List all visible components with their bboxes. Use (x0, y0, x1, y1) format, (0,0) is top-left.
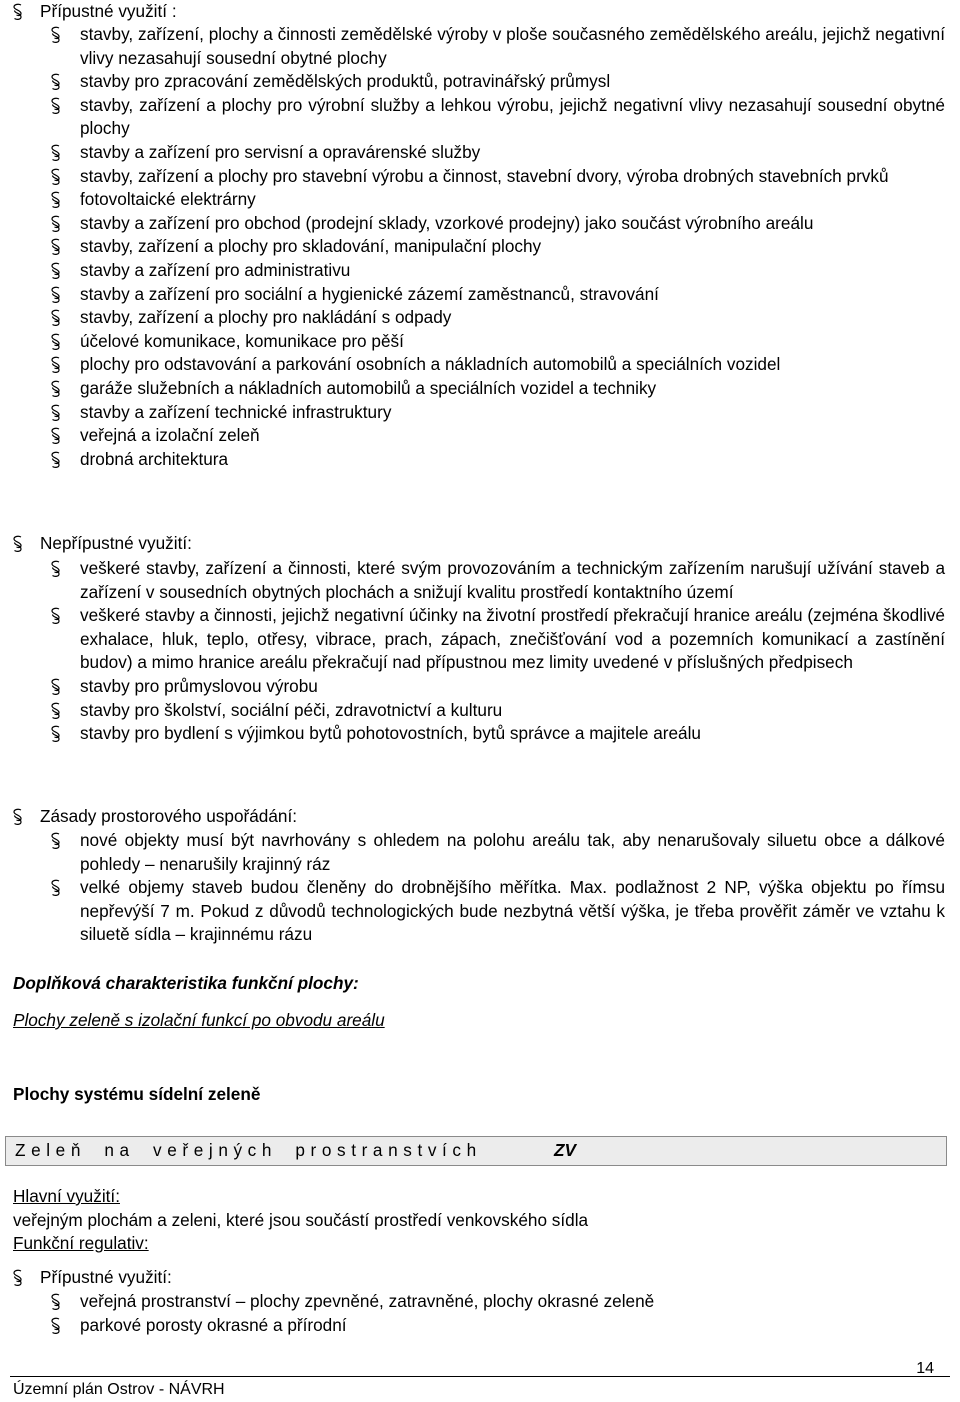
list-item (80, 283, 945, 307)
supplementary-text: Plochy zeleně s izolační funkcí po obvodu areálu (13, 1010, 385, 1030)
list-item-text: stavby, zařízení a plochy pro skladování, manipulační plochy (80, 236, 542, 257)
list-item (80, 23, 945, 70)
list-item-text: fotovoltaické elektrárny (80, 189, 256, 210)
bullet-icon (48, 702, 64, 720)
list-item-text: stavby, zařízení a plochy pro stavební výrobu a činnost, stavební dvory, výroba drobných stavebních prvků (80, 165, 889, 186)
bullet-icon (10, 535, 26, 553)
bullet-icon (48, 560, 64, 578)
list-item-text: stavby pro průmyslovou výrobu (80, 675, 318, 696)
list-item-text: nové objekty musí být navrhovány s ohledem na polohu areálu tak, aby nenarušovaly siluetu obce a dálkové pohledy – nenarušily krajinný ráz (80, 830, 945, 874)
footer-text: Územní plán Ostrov - NÁVRH (13, 1381, 225, 1398)
bullet-icon (48, 262, 64, 280)
zv-title: Zeleň na veřejných prostranstvích (15, 1140, 482, 1160)
bullet-icon (48, 1317, 64, 1335)
bullet-icon (48, 427, 64, 445)
list-item (80, 70, 945, 94)
bullet-icon (48, 97, 64, 115)
list-item-text: stavby pro bydlení s výjimkou bytů pohotovostních, bytů správce a majitele areálu (80, 723, 701, 744)
section-permitted-use (40, 0, 945, 24)
list-item-text: stavby pro školství, sociální péči, zdravotnictví a kulturu (80, 699, 503, 720)
list-item-text: účelové komunikace, komunikace pro pěší (80, 330, 404, 351)
page-number: 14 (916, 1360, 934, 1377)
list-item-text: veškeré stavby a činnosti, jejichž negativní účinky na životní prostředí překračují hranice areálu (zejména škodlivé exhalace, hluk, teplo, otřesy, vibrace, prach, zápach, znečišťování vod a pozemních komunikací a zastínění budov) a mimo hranice areálu překračují nad přípustnou mez limity uvedené v příslušných předpisech (80, 605, 945, 673)
list-item (80, 829, 945, 876)
bullet-icon (48, 879, 64, 897)
bullet-icon (48, 380, 64, 398)
list-item (80, 401, 945, 425)
list-item (80, 557, 945, 604)
footer-divider (10, 1376, 950, 1377)
bullet-icon (10, 808, 26, 826)
bullet-icon (48, 333, 64, 351)
list-item-text: stavby, zařízení a plochy pro nakládání s odpady (80, 307, 452, 328)
list-item (80, 330, 945, 354)
list-item-text: garáže služebních a nákladních automobilů a speciálních vozidel a techniky (80, 377, 657, 398)
bullet-icon (48, 215, 64, 233)
bullet-icon (10, 3, 26, 21)
list-item (80, 306, 945, 330)
zv-header-box (5, 1136, 947, 1166)
bullet-icon (48, 191, 64, 209)
bullet-icon (48, 356, 64, 374)
list-item-text: stavby, zařízení a plochy pro výrobní služby a lehkou výrobu, jejichž negativní vlivy nezasahují sousední obytné plochy (80, 94, 945, 139)
list-item (80, 699, 945, 723)
list-item-text: stavby, zařízení, plochy a činnosti zemědělské výroby v ploše současného zemědělského areálu, jejichž negativní vlivy nezasahují sousední obytné plochy (80, 24, 945, 68)
section-prohibited-use (40, 532, 945, 556)
list-item (80, 448, 945, 472)
bullet-icon (48, 1293, 64, 1311)
bullet-icon (48, 26, 64, 44)
main-use-label: Hlavní využití: (13, 1186, 120, 1206)
spatial-principles-list (80, 829, 945, 947)
list-item (80, 141, 945, 165)
list-item (80, 424, 945, 448)
zv-permitted-use-list (80, 1290, 945, 1337)
list-item (80, 353, 945, 377)
list-item (80, 212, 945, 236)
bullet-icon (10, 1269, 26, 1287)
list-item-text: veřejná a izolační zeleň (80, 425, 260, 446)
section-title: Plochy systému sídelní zeleně (13, 1084, 261, 1104)
list-item (80, 94, 945, 141)
list-item (80, 675, 945, 699)
section-heading: Nepřípustné využití: (40, 533, 192, 553)
section-heading: Přípustné využití: (40, 1267, 172, 1287)
list-item-text: stavby a zařízení pro servisní a opravárenské služby (80, 141, 481, 162)
list-item (80, 604, 945, 675)
list-item-text: veškeré stavby, zařízení a činnosti, které svým provozováním a technickým zařízením narušují užívání staveb a zařízení v sousedních obytných plochách a snižují kvalitu prostředí kontaktního území (80, 558, 945, 602)
list-item (80, 259, 945, 283)
list-item (80, 377, 945, 401)
supplementary-heading: Doplňková charakteristika funkční plochy: (13, 973, 359, 993)
bullet-icon (48, 309, 64, 327)
list-item-text: velké objemy staveb budou členěny do drobnějšího měřítka. Max. podlažnost 2 NP, výška objektu po římsu nepřevýší 7 m. Pokud z důvodů technologických bude nezbytná větší výška, je třeba prověřit záměr ve vztahu k siluetě sídla – krajinnému rázu (80, 877, 945, 945)
bullet-icon (48, 168, 64, 186)
bullet-icon (48, 404, 64, 422)
list-item-text: plochy pro odstavování a parkování osobních a nákladních automobilů a speciálních vozidel (80, 354, 781, 375)
bullet-icon (48, 73, 64, 91)
bullet-icon (48, 725, 64, 743)
bullet-icon (48, 286, 64, 304)
section-spatial-principles (40, 805, 945, 829)
bullet-icon (48, 451, 64, 469)
section-heading: Zásady prostorového uspořádání: (40, 806, 298, 826)
bullet-icon (48, 144, 64, 162)
main-use-text: veřejným plochám a zeleni, které jsou součástí prostředí venkovského sídla (13, 1210, 589, 1230)
bullet-icon (48, 238, 64, 256)
list-item-text: stavby pro zpracování zemědělských produktů, potravinářský průmysl (80, 71, 611, 92)
list-item (80, 722, 945, 746)
section-heading: Přípustné využití : (40, 1, 177, 21)
list-item (80, 1314, 945, 1338)
bullet-icon (48, 832, 64, 850)
section-zv-permitted-use (40, 1266, 945, 1290)
list-item-text: drobná architektura (80, 448, 229, 469)
list-item-text: veřejná prostranství – plochy zpevněné, zatravněné, plochy okrasné zeleně (80, 1291, 655, 1311)
list-item-text: stavby a zařízení technické infrastruktury (80, 401, 392, 422)
bullet-icon (48, 607, 64, 625)
list-item-text: stavby a zařízení pro administrativu (80, 259, 351, 280)
list-item-text: stavby a zařízení pro obchod (prodejní sklady, vzorkové prodejny) jako součást výrobního areálu (80, 212, 814, 233)
list-item (80, 1290, 945, 1314)
bullet-icon (48, 678, 64, 696)
list-item (80, 235, 945, 259)
list-item-text: parkové porosty okrasné a přírodní (80, 1314, 347, 1335)
functional-regulation-label: Funkční regulativ: (13, 1233, 149, 1253)
list-item (80, 188, 945, 212)
list-item (80, 876, 945, 947)
zv-code: ZV (554, 1140, 576, 1160)
list-item-text: stavby a zařízení pro sociální a hygienické zázemí zaměstnanců, stravování (80, 283, 659, 304)
prohibited-use-list (80, 557, 945, 746)
permitted-use-list (80, 23, 945, 471)
list-item (80, 165, 945, 189)
